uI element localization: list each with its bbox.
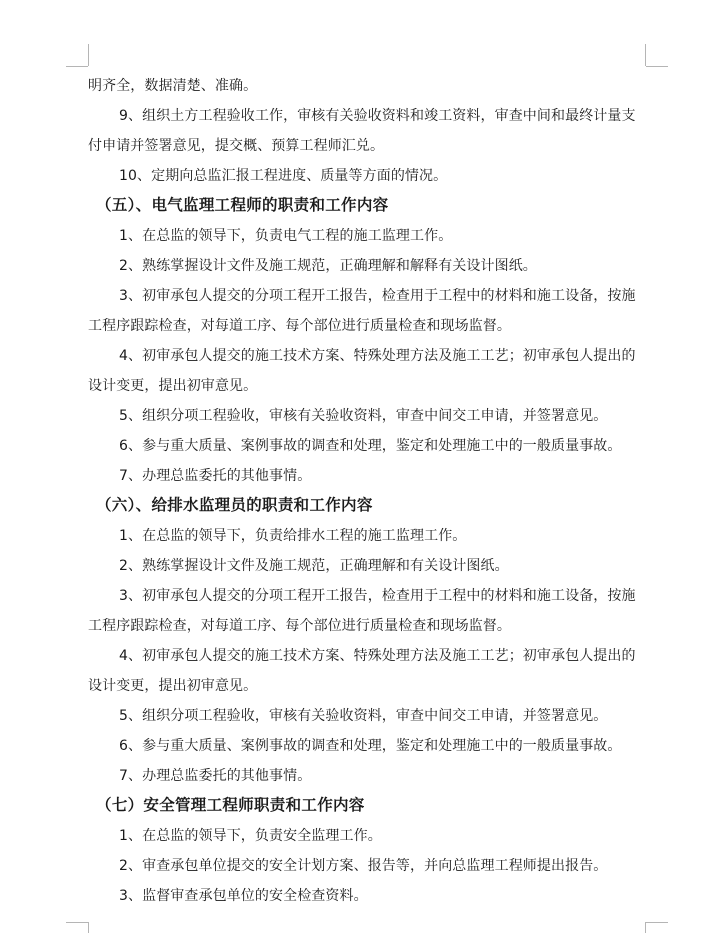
s6-item-3-line-1: 3、初审承包人提交的分项工程开工报告，检查用于工程中的材料和施工设备，按施 [119, 588, 636, 604]
crop-mark-bottom-left-v [88, 922, 89, 933]
s5-item-5: 5、组织分项工程验收，审核有关验收资料，审查中间交工申请，并签署意见。 [119, 408, 608, 424]
s5-item-6: 6、参与重大质量、案例事故的调查和处理，鉴定和处理施工中的一般质量事故。 [119, 438, 622, 454]
s6-item-7: 7、办理总监委托的其他事情。 [119, 768, 312, 784]
item-9-line-1: 9、组织土方工程验收工作，审核有关验收资料和竣工资料，审查中间和最终计量支 [119, 108, 636, 124]
crop-mark-top-left-v [88, 44, 89, 66]
crop-mark-bottom-right-v [645, 922, 646, 933]
s7-item-2: 2、审查承包单位提交的安全计划方案、报告等，并向总监理工程师提出报告。 [119, 858, 608, 874]
s6-item-4-line-2: 设计变更，提出初审意见。 [88, 678, 258, 694]
s6-item-2: 2、熟练掌握设计文件及施工规范，正确理解和有关设计图纸。 [119, 558, 509, 574]
s6-item-3-line-2: 工程序跟踪检查，对每道工序、每个部位进行质量检查和现场监督。 [88, 618, 511, 634]
crop-mark-bottom-right-h [646, 922, 668, 923]
s5-item-7: 7、办理总监委托的其他事情。 [119, 468, 312, 484]
s6-item-5: 5、组织分项工程验收，审核有关验收资料，审查中间交工申请，并签署意见。 [119, 708, 608, 724]
s5-item-4-line-1: 4、初审承包人提交的施工技术方案、特殊处理方法及施工工艺；初审承包人提出的 [119, 348, 636, 364]
crop-mark-top-left-h [66, 66, 88, 67]
paragraph-line: 明齐全，数据清楚、准确。 [88, 78, 258, 94]
s5-item-4-line-2: 设计变更，提出初审意见。 [88, 378, 258, 394]
s5-item-3-line-2: 工程序跟踪检查，对每道工序、每个部位进行质量检查和现场监督。 [88, 318, 511, 334]
crop-mark-bottom-left-h [66, 922, 88, 923]
s6-item-6: 6、参与重大质量、案例事故的调查和处理，鉴定和处理施工中的一般质量事故。 [119, 738, 622, 754]
section-7-heading: （七）安全管理工程师职责和工作内容 [96, 795, 365, 814]
crop-mark-top-right-h [646, 66, 668, 67]
section-6-heading: （六）、给排水监理员的职责和工作内容 [96, 495, 373, 514]
s5-item-1: 1、在总监的领导下，负责电气工程的施工监理工作。 [119, 228, 453, 244]
item-9-line-2: 付申请并签署意见，提交概、预算工程师汇兑。 [88, 138, 385, 154]
s7-item-3: 3、监督审查承包单位的安全检查资料。 [119, 888, 368, 904]
section-5-heading: （五）、电气监理工程师的职责和工作内容 [96, 195, 389, 214]
s7-item-1: 1、在总监的领导下，负责安全监理工作。 [119, 828, 382, 844]
s6-item-4-line-1: 4、初审承包人提交的施工技术方案、特殊处理方法及施工工艺；初审承包人提出的 [119, 648, 636, 664]
crop-mark-top-right-v [645, 44, 646, 66]
item-10: 10、定期向总监汇报工程进度、质量等方面的情况。 [119, 168, 448, 184]
s5-item-2: 2、熟练掌握设计文件及施工规范，正确理解和解释有关设计图纸。 [119, 258, 537, 274]
s6-item-1: 1、在总监的领导下，负责给排水工程的施工监理工作。 [119, 528, 467, 544]
s5-item-3-line-1: 3、初审承包人提交的分项工程开工报告，检查用于工程中的材料和施工设备，按施 [119, 288, 636, 304]
